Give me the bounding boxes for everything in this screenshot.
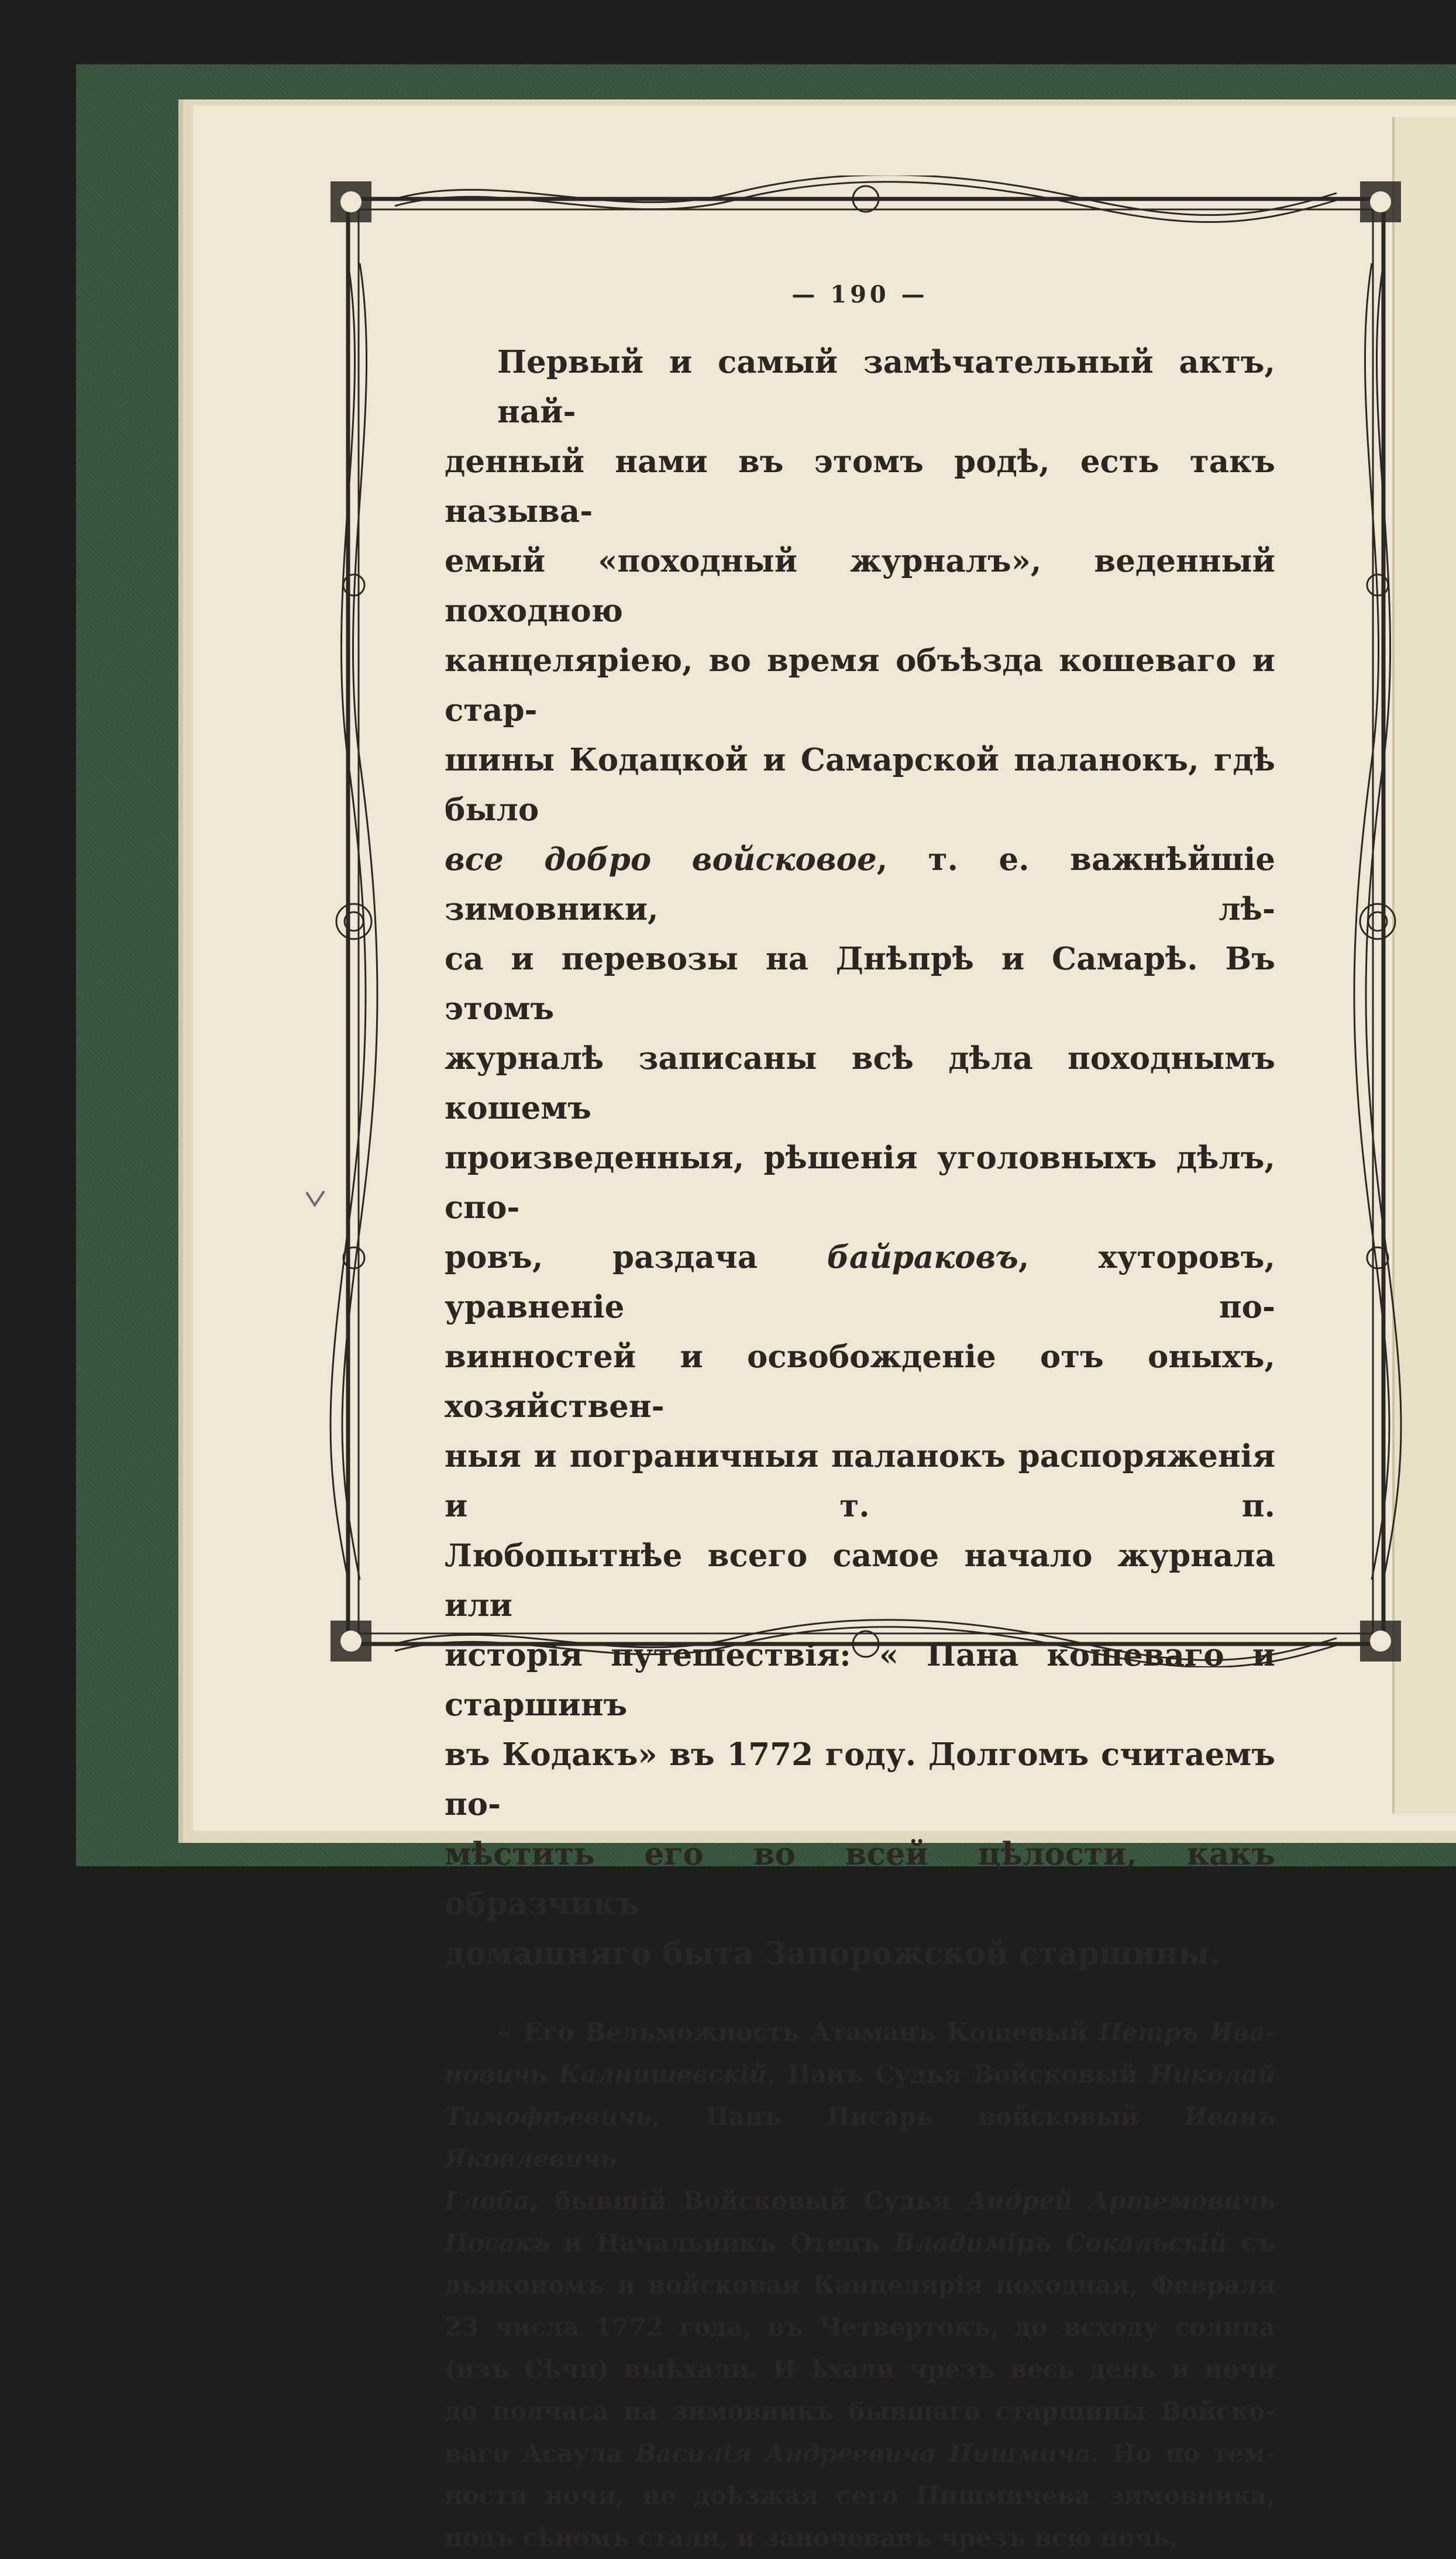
text-segment: все добро войсковое [445, 841, 877, 878]
text-line: до полчаса на зимовникъ бывшаго старшины Войско- [445, 2397, 1275, 2426]
text-line: дьякономъ и войсковая Канцелярія походная, Февраля [445, 2271, 1275, 2299]
text-line: мѣстить его во всей цѣлости, какъ образчикъ [445, 1836, 1275, 1922]
page-number: — 190 — [791, 281, 928, 308]
text-line: въ Кодакъ» въ 1772 году. Долгомъ считаемъ по- [445, 1736, 1275, 1822]
text-line: винностей и освобожденіе отъ оныхъ, хозяйствен- [445, 1339, 1275, 1425]
text-segment: байраковъ [827, 1239, 1018, 1275]
text-line [445, 835, 1275, 934]
text-line: журналѣ записаны всѣ дѣла походнымъ кошемъ [445, 1040, 1275, 1126]
text-line: Первый и самый замѣчательный актъ, най- [497, 344, 1275, 430]
text-line: ныя и пограничныя паланокъ распоряженія и т. п. [445, 1438, 1275, 1524]
text-line [445, 1233, 1275, 1332]
text-segment: Андрей Артемовичь [966, 2186, 1275, 2215]
text-line [445, 2433, 1275, 2475]
text-segment: , т. е. важнѣйшіе зимовники, лѣ- [445, 841, 1275, 927]
main-paragraph [445, 338, 1275, 1979]
text-line: са и перевозы на Днѣпрѣ и Самарѣ. Въ этомъ [445, 941, 1275, 1027]
text-line: 23 числа 1772 года, въ Четвертокъ, до всходу солнца [445, 2313, 1275, 2341]
quoted-journal-text [445, 2011, 1275, 2559]
text-segment: Петръ Ива- [1099, 2018, 1275, 2046]
text-segment: Василія Андреевича Пишмича [635, 2439, 1091, 2468]
text-segment: съ [1227, 2228, 1275, 2257]
text-segment: , Панъ Писарь войсковый [652, 2102, 1185, 2131]
text-segment: Тимофѣевичь [445, 2102, 652, 2131]
text-line: подъ сѣномъ стали, и заночевавъ чрезъ всю ночь, [445, 2523, 1178, 2552]
text-line: Любопытнѣе всего самое начало журнала или [445, 1538, 1275, 1624]
text-segment: , бывшій Войсковый Судья [529, 2186, 967, 2215]
text-line [445, 2180, 1275, 2222]
text-line: произведенныя, рѣшенія уголовныхъ дѣлъ, спо- [445, 1140, 1275, 1226]
text-segment: Посакъ [445, 2228, 550, 2257]
text-segment: Глоба [445, 2186, 530, 2215]
text-segment: , Панъ Судья Войсковый [767, 2060, 1149, 2089]
text-line [445, 2222, 1275, 2264]
text-line: (изъ Сѣчи) выѣхали. И ѣхали чрезъ весь день и ночи [445, 2355, 1275, 2383]
text-line [445, 2096, 1275, 2180]
text-line: исторія путешествія: « Пана кошеваго и старшинъ [445, 1637, 1275, 1723]
text-line: денный нами въ этомъ родѣ, есть такъ называ- [445, 443, 1275, 529]
text-line [445, 2011, 1275, 2054]
text-line: домашняго быта Запорожской старшины. [445, 1935, 1220, 1972]
pencil-check-mark [304, 1188, 328, 1211]
text-line: ности ночи, не доѣзжая сего Пишмичева зимовника, [445, 2481, 1275, 2510]
text-segment: ровъ, раздача [445, 1239, 827, 1275]
text-line: канцеляріею, во время объѣзда кошеваго и стар- [445, 642, 1275, 728]
text-segment: , хуторовъ, уравненіе по- [445, 1239, 1275, 1325]
text-line [445, 2054, 1275, 2096]
text-segment: Владиміръ Сокальскій [894, 2228, 1227, 2257]
text-segment: Иванъ Яковлевичь [445, 2102, 1275, 2173]
text-line: емый «походный журналъ», веденный походною [445, 543, 1275, 629]
text-line: шины Кодацкой и Самарской паланокъ, гдѣ было [445, 742, 1275, 828]
text-segment: Николай [1149, 2060, 1276, 2089]
text-segment: и Начальникъ Отецъ [549, 2228, 894, 2257]
text-segment: новичь Калнишевскій [445, 2060, 767, 2089]
text-segment: . Но по тем- [1090, 2439, 1275, 2468]
text-segment: ваго Асаула [445, 2439, 635, 2468]
text-segment: « Его Вельможность Атаманъ Кошевый [497, 2018, 1099, 2046]
page-text [445, 281, 1275, 2559]
